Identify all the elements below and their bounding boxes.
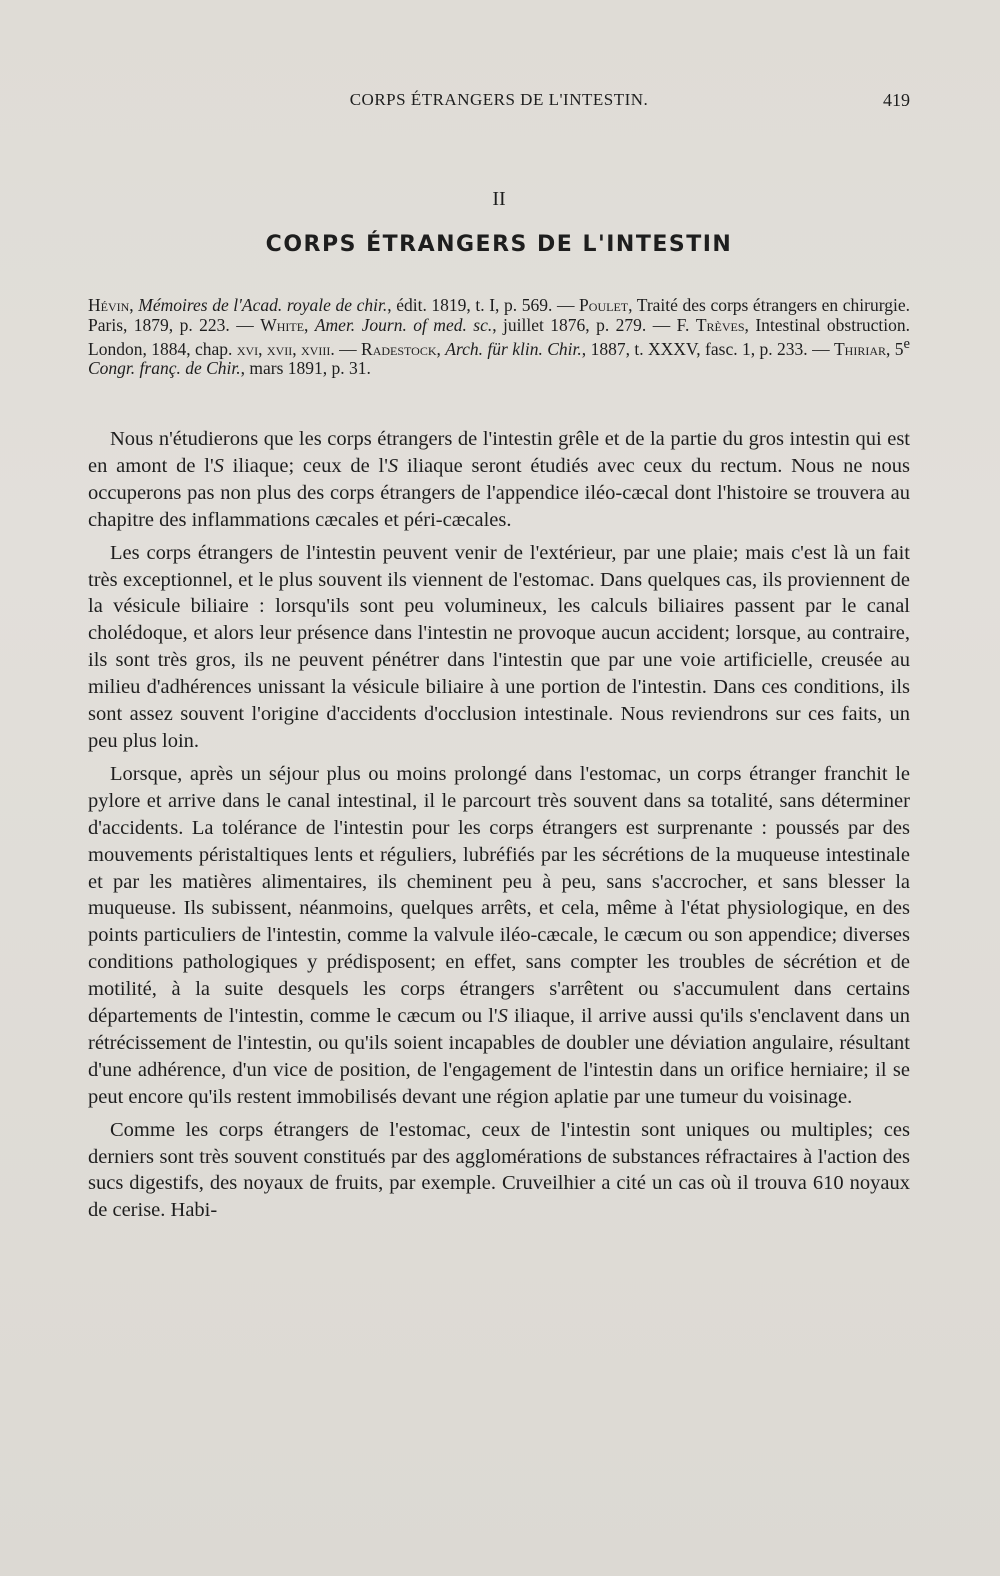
author-poulet: Poulet <box>579 295 629 315</box>
page-header <box>88 90 910 118</box>
paragraph-text: Nous n'étudierons que les corps étrangers de l'intestin grêle et de la partie du gros intestin qui est en amont de l' <box>88 428 910 477</box>
bib-superscript: e <box>903 336 911 352</box>
paragraph-text: iliaque seront étudiés avec ceux du rectum. Nous ne nous occuperons pas non plus des corps étrangers de l'appendice iléo-cæcal dont l'histoire se trouvera au chapitre des inflammations cæcales et péri-cæcales. <box>88 454 911 531</box>
author-white: White <box>260 314 305 335</box>
author-radestock: Radestock <box>361 338 437 359</box>
italic-letter: S <box>387 454 399 477</box>
bib-text: , Traité des corps étrangers en chirurgie. Paris, 1879, p. 223. — <box>88 295 910 335</box>
bib-text: , <box>436 338 446 359</box>
bib-chapters: xvi, xvii, xviii <box>236 338 331 359</box>
bib-text: , édit. 1819, t. I, p. 569. — <box>387 295 580 315</box>
italic-letter: S <box>213 454 224 477</box>
italic-letter: S <box>497 1005 508 1028</box>
paragraph-1 <box>88 426 910 534</box>
bib-journal: Arch. für klin. Chir. <box>445 338 582 359</box>
bib-journal: Amer. Journ. of med. sc. <box>314 314 493 335</box>
bib-text: , 1887, t. XXXV, fasc. 1, p. 233. — <box>581 338 834 359</box>
bib-text: , juillet 1876, p. 279. — F. <box>492 314 696 335</box>
paragraph-text: iliaque, il arrive aussi qu'ils s'enclavent dans un rétrécissement de l'intestin, ou qu'ils soient incapables de doubler une déviation angulaire, résultant d'une adhérence, d'un vice de position, de l'engagement de l'intestin dans un orifice herniaire; il se peut encore qu'ils restent immobilisés devant une région aplatie par une tumeur du voisinage. <box>88 1005 910 1108</box>
section-title: CORPS ÉTRANGERS DE L'INTESTIN <box>265 232 733 257</box>
paragraph-text: Lorsque, après un séjour plus ou moins prolongé dans l'estomac, un corps étranger franchit le pylore et arrive dans le canal intestinal, il le parcourt très souvent dans sa totalité, sans déterminer d'accidents. La tolérance de l'intestin pour les corps étrangers est surprenante : poussés par des mouvements péristaltiques lents et réguliers, lubréfiés par les sécrétions de la muqueuse intestinale et par les matières alimentaires, ils cheminent peu à peu, sans s'accrocher, et sans blesser la muqueuse. Ils subissent, néanmoins, quelques arrêts, et cela, même à l'état physiologique, en des points particuliers de l'intestin, comme la valvule iléo-cæcale, le cæcum ou son appendice; diverses conditions pathologiques y prédisposent; en effet, sans compter les troubles de sécrétion et de motilité, à la suite desquels les corps étrangers s'arrêtent ou s'accumulent dans certains départements de l'intestin, comme le cæcum ou l' <box>88 762 910 1028</box>
page-number: 419 <box>883 90 910 110</box>
author-treves: Trèves <box>695 314 745 335</box>
paragraph-4: Comme les corps étrangers de l'estomac, ceux de l'intestin sont uniques ou multiples; ces derniers sont très souvent constitués par des agglomérations de substances réfractaires à l'action des sucs digestifs, des noyaux de fruits, par exemple. Cruveilhier a cité un cas où il trouva 610 noyaux de cerise. Habi- <box>88 1118 910 1222</box>
bib-text: , mars 1891, p. 31. <box>240 358 371 379</box>
author-hevin: Hévin <box>88 295 130 315</box>
bib-journal: Congr. franç. de Chir. <box>88 358 241 379</box>
section-number: II <box>492 188 506 210</box>
bibliography <box>88 296 910 379</box>
bib-text: , <box>129 295 139 315</box>
paragraph-3 <box>88 761 910 1111</box>
author-thiriar: Thiriar <box>833 338 887 359</box>
bib-text: , Intestinal obstruction. London, 1884, chap. <box>88 314 911 359</box>
paragraph-2: Les corps étrangers de l'intestin peuvent venir de l'extérieur, par une plaie; mais c'est là un fait très exceptionnel, et le plus souvent ils viennent de l'estomac. Dans quelques cas, ils proviennent de la vésicule biliaire : lorsqu'ils sont peu volumineux, les calculs biliaires passent par le canal cholédoque, et alors leur présence dans l'intestin ne provoque aucun accident; lorsque, au contraire, ils sont très gros, ils ne peuvent pénétrer dans l'intestin que par une voie artificielle, creusée au milieu d'adhérences unissant la vésicule biliaire à une portion de l'intestin. Dans ces conditions, ils sont assez souvent l'origine d'accidents d'occlusion intestinale. Nous reviendrons sur ces faits, un peu plus loin. <box>88 541 910 752</box>
bib-text: , 5 <box>886 338 904 359</box>
bib-text: . — <box>330 338 362 359</box>
running-title: CORPS ÉTRANGERS DE L'INTESTIN. <box>349 90 649 109</box>
bib-text: , <box>304 314 315 335</box>
paragraph-text: iliaque; ceux de l' <box>223 454 388 477</box>
body-text <box>88 426 910 1230</box>
bib-journal: Mémoires de l'Acad. royale de chir. <box>138 295 388 315</box>
